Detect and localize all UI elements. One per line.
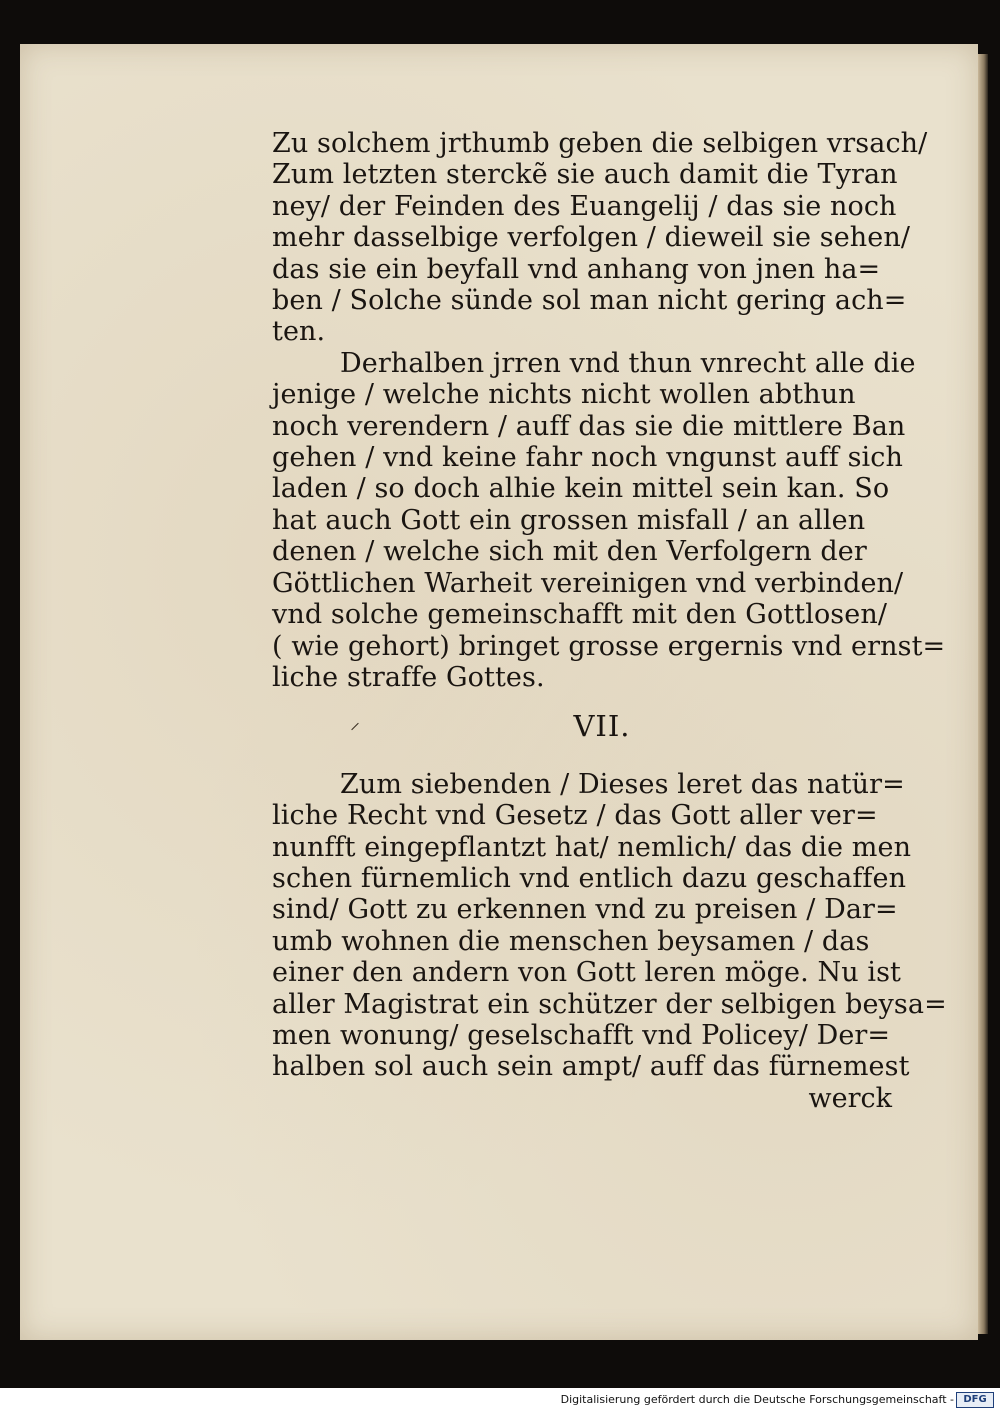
text-line: halben sol auch sein ampt/ auff das fürnemest xyxy=(272,1051,910,1083)
text-line: vnd solche gemeinschafft mit den Gottlosen/ xyxy=(272,599,888,631)
text-line: denen / welche sich mit den Verfolgern der xyxy=(272,536,867,568)
text-line: ben / Solche sünde sol man nicht gering ach= xyxy=(272,285,907,317)
text-line: einer den andern von Gott leren möge. Nu ist xyxy=(272,957,902,989)
text-line: Zum letzten sterckẽ sie auch damit die Tyran xyxy=(272,159,898,191)
text-line: ney/ der Feinden des Euangelij / das sie noch xyxy=(272,190,897,222)
text-line: laden / so doch alhie kein mittel sein kan. So xyxy=(272,473,890,505)
book-page xyxy=(20,44,978,1340)
text-line: men wonung/ geselschafft vnd Policey/ Der= xyxy=(272,1019,891,1051)
page-edge xyxy=(978,54,988,1334)
text-line: Derhalben jrren vnd thun vnrecht alle die xyxy=(340,347,916,379)
section-heading xyxy=(272,711,932,742)
text-line: schen fürnemlich vnd entlich dazu geschaffen xyxy=(272,862,907,894)
text-line: aller Magistrat ein schützer der selbigen beysa= xyxy=(272,988,947,1020)
paragraph-1 xyxy=(272,128,932,348)
text-line: gehen / vnd keine fahr noch vngunst auff sich xyxy=(272,442,903,474)
footer-bar xyxy=(0,1388,1000,1412)
text-line: nunfft eingepflantzt hat/ nemlich/ das die men xyxy=(272,831,912,863)
dfg-logo: DFG xyxy=(956,1392,994,1408)
text-line: das sie ein beyfall vnd anhang von jnen ha= xyxy=(272,253,881,285)
text-line: hat auch Gott ein grossen misfall / an allen xyxy=(272,504,866,536)
text-line: jenige / welche nichts nicht wollen abthun xyxy=(272,379,856,411)
text-line: ten. xyxy=(272,316,326,348)
body-text xyxy=(272,128,947,1114)
text-line: Zum siebenden / Dieses leret das natür= xyxy=(340,768,905,800)
paragraph-3 xyxy=(272,768,947,1083)
text-line: noch verendern / auff das sie die mittlere Ban xyxy=(272,410,906,442)
text-line: ( wie gehort) bringet grosse ergernis vnd ernst= xyxy=(272,630,946,662)
text-line: sind/ Gott zu erkennen vnd zu preisen / Dar= xyxy=(272,894,898,926)
paragraph-2 xyxy=(272,347,946,693)
text-line: Göttlichen Warheit vereinigen vnd verbinden/ xyxy=(272,567,904,599)
catchword: werck xyxy=(808,1082,892,1114)
text-line: Zu solchem jrthumb geben die selbigen vrsach/ xyxy=(272,128,928,159)
section-number: VII. xyxy=(573,709,631,744)
text-line: umb wohnen die menschen beysamen / das xyxy=(272,925,870,957)
heading-mark: ⸍ xyxy=(350,718,361,743)
text-line: liche straffe Gottes. xyxy=(272,661,545,693)
dfg-credit: Digitalisierung gefördert durch die Deutsche Forschungsgemeinschaft - xyxy=(560,1393,954,1406)
text-line: mehr dasselbige verfolgen / dieweil sie sehen/ xyxy=(272,222,911,254)
text-line: liche Recht vnd Gesetz / das Gott aller ver= xyxy=(272,800,878,832)
